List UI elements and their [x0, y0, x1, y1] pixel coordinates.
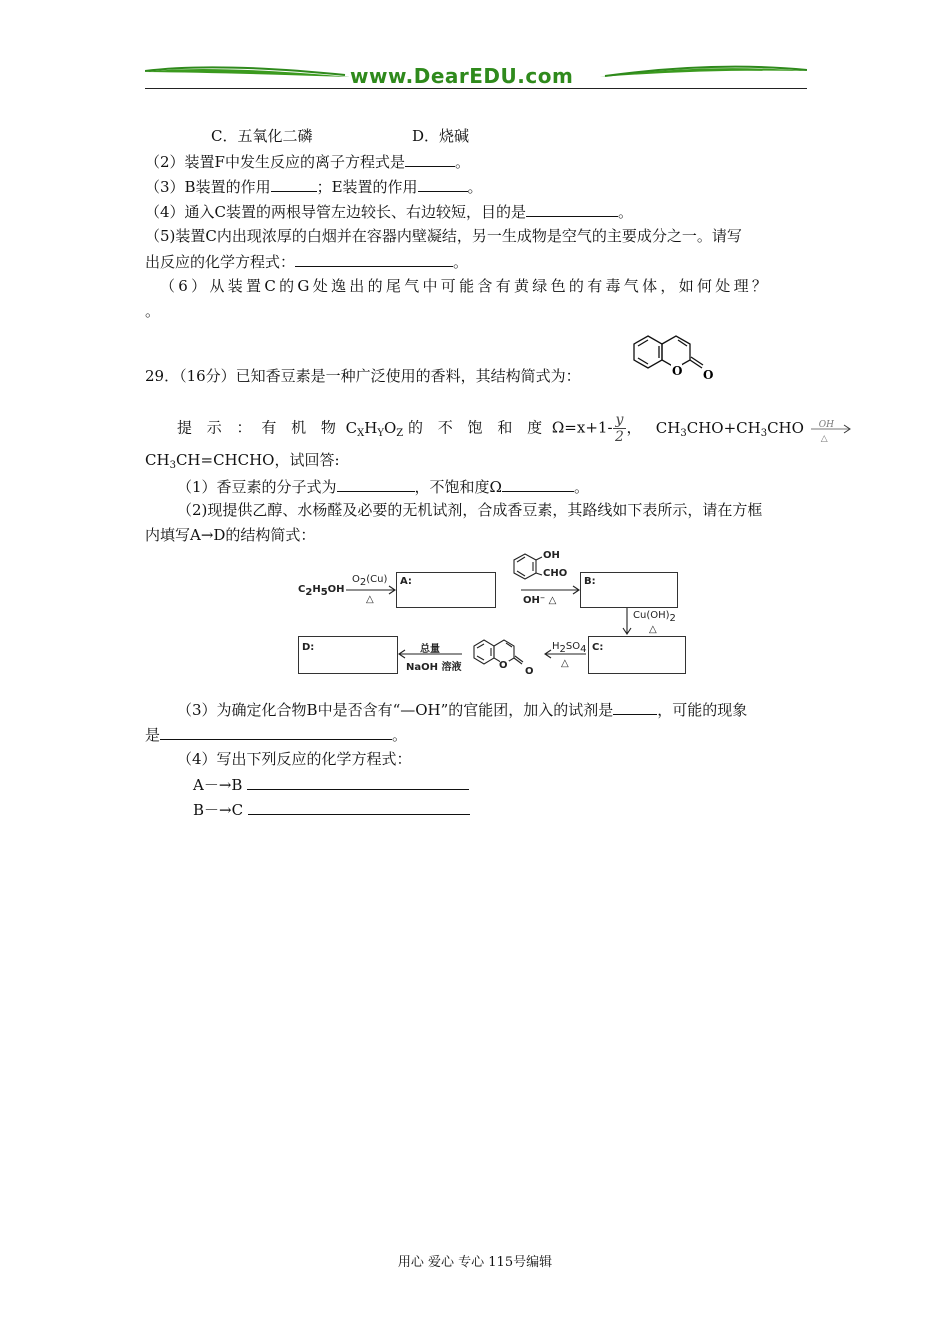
answer-blank[interactable]	[502, 476, 574, 492]
q29-sub1: （1）香豆素的分子式为 ，不饱和度Ω 。	[177, 478, 589, 496]
reagent-o2-cu: $O_2(Cu)$	[352, 574, 388, 588]
q28-part6-line2: 。	[145, 302, 161, 320]
q29-sub3-line2: 是 。	[145, 726, 408, 744]
reagent-h2so4: $H_2SO_4$	[552, 641, 587, 655]
option-c: C．五氧化二磷	[211, 127, 313, 145]
equation-a-to-b: A－→B	[193, 774, 469, 795]
reagent1-heat: △	[366, 594, 374, 605]
answer-blank[interactable]	[418, 176, 468, 192]
q28-part6-line1: （6）从装置C的G处逸出的尾气中可能含有黄绿色的有毒气体，如何处理？	[160, 277, 771, 295]
answer-blank[interactable]	[405, 151, 455, 167]
q29-sub3-line1: （3）为确定化合物B中是否含有“—OH”的官能团，加入的试剂是 ，可能的现象	[177, 701, 748, 719]
q28-part2: （2）装置F中发生反应的离子方程式是 。	[145, 153, 470, 171]
reagent4-heat: △	[561, 658, 569, 669]
q29-sub4: （4）写出下列反应的化学方程式：	[177, 750, 412, 768]
ring-oxygen-label: O	[672, 364, 683, 378]
reagent5-amount: 总量	[420, 644, 440, 655]
page-header	[145, 60, 807, 94]
answer-blank[interactable]	[160, 724, 392, 740]
reaction-left: $CH_3CHO+CH_3CHO$	[655, 418, 804, 439]
salicyl-oh-label: OH	[543, 550, 560, 561]
scheme-coumarin-carbonyl-o: O	[525, 666, 534, 677]
box-c[interactable]: C:	[588, 636, 686, 674]
q28-part4: （4）通入C装置的两根导管左边较长、右边较短，目的是 。	[145, 203, 634, 221]
carbonyl-oxygen-label: O	[703, 368, 714, 382]
site-brand[interactable]: www.DearEDU.com	[350, 64, 574, 88]
q28-part5-line2: 出反应的化学方程式： 。	[145, 253, 469, 271]
answer-blank[interactable]	[526, 201, 618, 217]
q29-hint-product: $CH_3CH=CHCHO$，试回答:	[145, 451, 340, 471]
scheme-coumarin-ring-o: O	[499, 660, 508, 671]
ethanol-label: $C_2H_5OH$	[298, 584, 345, 598]
answer-blank[interactable]	[295, 251, 453, 267]
reagent-cu-oh-2: $Cu(OH)_2$	[633, 610, 676, 624]
reagent2-base-heat: OH⁻ △	[523, 595, 557, 606]
q29-sub2-line1: （2)现提供乙醇、水杨醛及必要的无机试剂，合成香豆素，其路线如下表所示，请在方框	[177, 501, 763, 519]
option-d: D．烧碱	[412, 127, 470, 145]
page-footer: 用心 爱心 专心 115号编辑	[397, 1255, 553, 1270]
y-over-2-fraction: $\frac{y}{2}$	[613, 412, 627, 445]
synthesis-scheme	[290, 548, 700, 688]
header-rule	[145, 88, 807, 89]
box-a[interactable]: A:	[396, 572, 496, 608]
answer-blank[interactable]	[613, 699, 657, 715]
answer-blank[interactable]	[271, 176, 317, 192]
base-catalyst-arrow: OH △	[809, 420, 855, 438]
q29-hint: 提 示 ： 有 机 物 $C_XH_YO_Z$ 的 不 饱 和 度 Ω=x+1- $\frac{y}{2}$ ， $CH_3CHO+CH_3CHO$ OH △	[177, 412, 855, 445]
box-b[interactable]: B:	[580, 572, 678, 608]
reagent3-heat: △	[649, 624, 657, 635]
box-d[interactable]: D:	[298, 636, 398, 674]
answer-blank[interactable]	[247, 774, 469, 790]
coumarin-structure	[628, 326, 723, 384]
q28-part3: （3）B装置的作用 ；E装置的作用 。	[145, 178, 483, 196]
q29-intro: 29．（16分）已知香豆素是一种广泛使用的香料，其结构简式为：	[145, 367, 581, 385]
answer-blank[interactable]	[248, 799, 470, 815]
reagent5-naoh: NaOH 溶液	[406, 662, 462, 673]
q29-sub2-line2: 内填写A→D的结构简式：	[145, 526, 316, 544]
equation-b-to-c: B－→C	[193, 799, 470, 820]
salicyl-cho-label: CHO	[543, 568, 568, 579]
answer-blank[interactable]	[337, 476, 415, 492]
q28-part5-line1: （5)装置C内出现浓厚的白烟并在容器内壁凝结，另一生成物是空气的主要成分之一。请写	[145, 227, 742, 245]
